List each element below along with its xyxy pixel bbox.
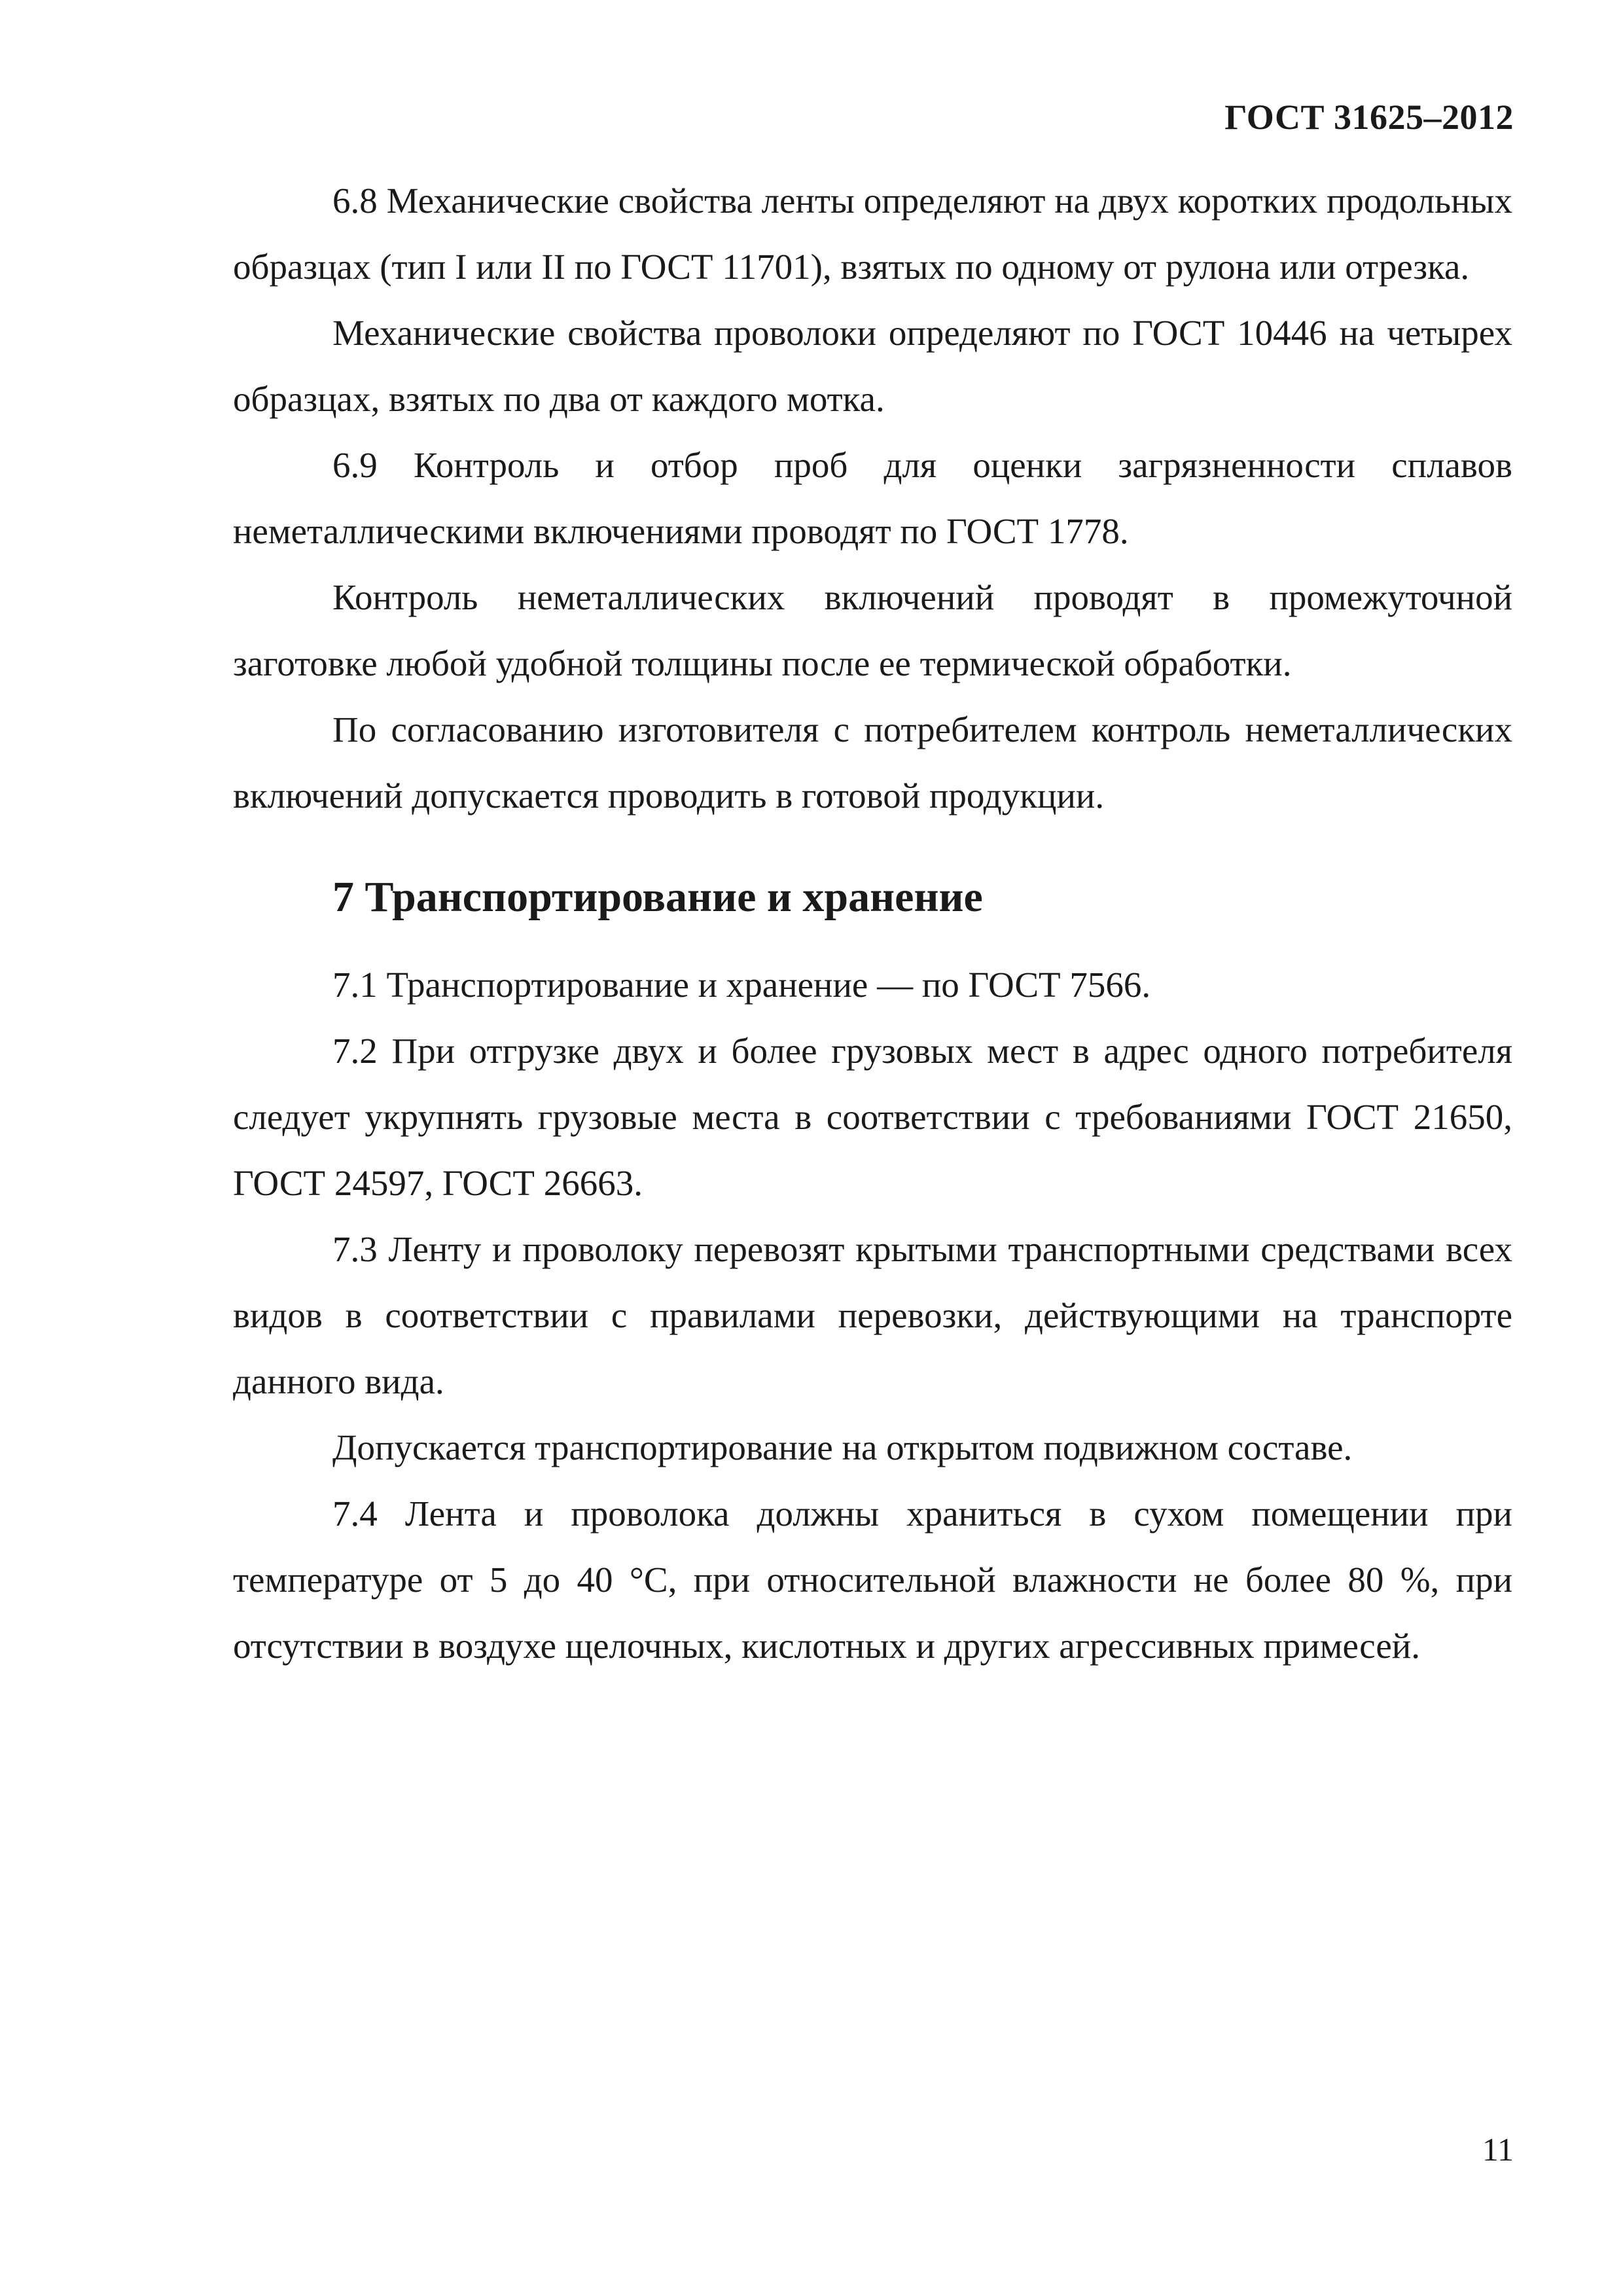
paragraph-6-8-wire: Механические свойства проволоки определяют по ГОСТ 10446 на четырех образцах, взятых по два от каждого мотка.	[233, 313, 1512, 419]
paragraph-7-4-storage: 7.4 Лента и проволока должны храниться в сухом помещении при температуре от 5 до 40 °С, при относительной влажности не более 80 %, при отсутствии в воздухе щелочных, кислотных и других агрессивных примесей.	[233, 1494, 1512, 1666]
paragraph-7-2: 7.2 При отгрузке двух и более грузовых мест в адрес одного потребителя следует укрупнять грузовые места в соответствии с требованиями ГОСТ 21650, ГОСТ 24597, ГОСТ 26663.	[233, 1031, 1512, 1203]
paragraph-6-9-sampling: 6.9 Контроль и отбор проб для оценки загрязненности сплавов неметаллическими включениями проводят по ГОСТ 1778.	[233, 445, 1512, 551]
paragraph-7-1: 7.1 Транспортирование и хранение — по ГОСТ 7566.	[332, 965, 1151, 1005]
document-header-id: ГОСТ 31625–2012	[1224, 98, 1514, 137]
paragraph-6-8-tape: 6.8 Механические свойства ленты определяют на двух коротких продольных образцах (тип I или II по ГОСТ 11701), взятых по одному от рулона или отрезка.	[233, 181, 1512, 287]
paragraph-6-9-agreement: По согласованию изготовителя с потребителем контроль неметаллических включений допускается проводить в готовой продукции.	[233, 709, 1512, 816]
paragraph-6-9-control: Контроль неметаллических включений проводят в промежуточной заготовке любой удобной толщины после ее термической обработки.	[233, 577, 1512, 683]
paragraph-7-3-open-transport: Допускается транспортирование на открытом подвижном составе.	[332, 1427, 1353, 1467]
page-number: 11	[1482, 2131, 1514, 2168]
document-body	[233, 168, 1512, 1679]
paragraph-7-3-transport: 7.3 Ленту и проволоку перевозят крытыми транспортными средствами всех видов в соответствии с правилами перевозки, действующими на транспорте данного вида.	[233, 1229, 1512, 1401]
section-7-heading: 7 Транспортирование и хранение	[332, 873, 983, 921]
